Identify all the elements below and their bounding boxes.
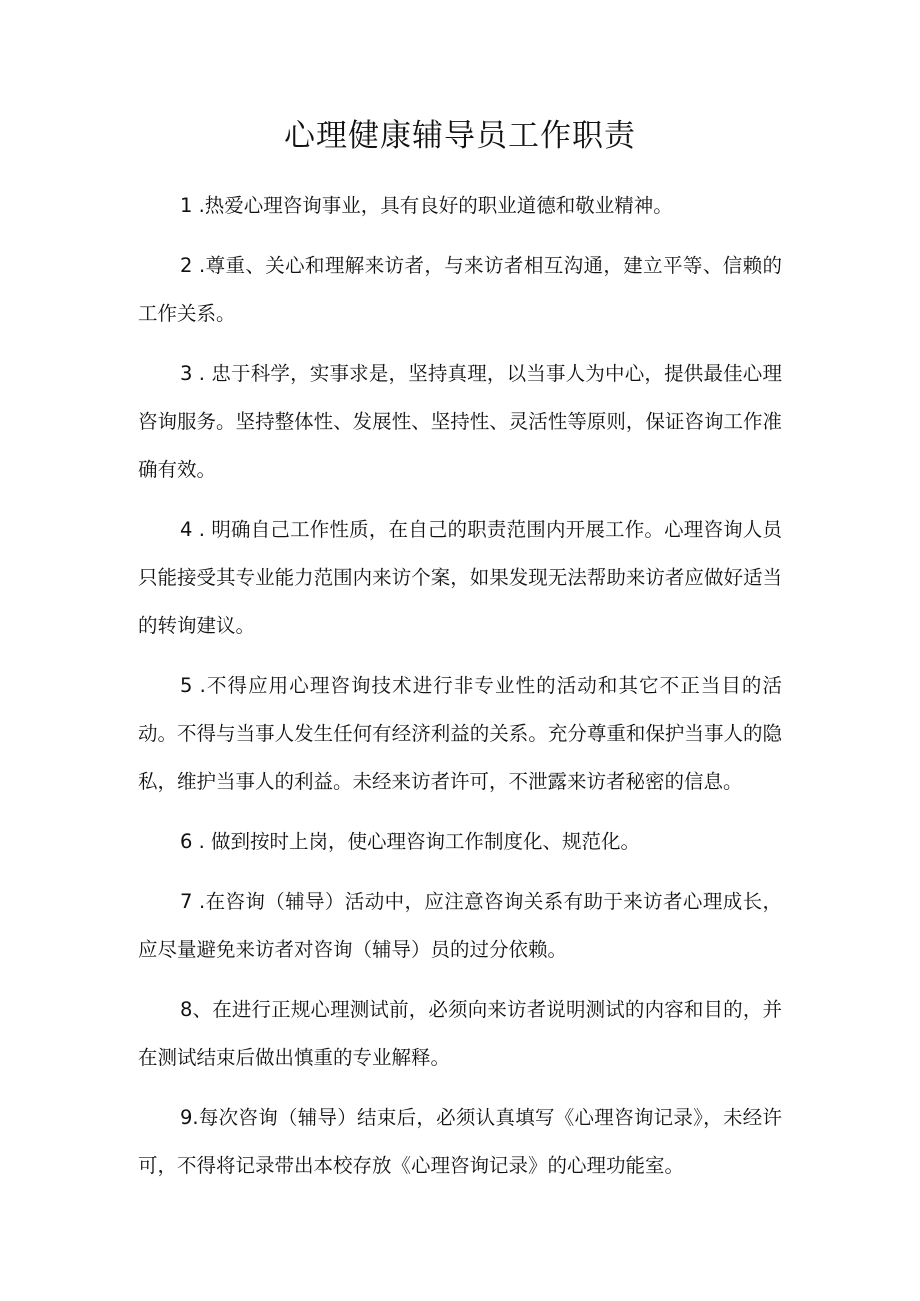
duty-item-1: 1 .热爱心理咨询事业，具有良好的职业道德和敬业精神。 [180, 194, 673, 217]
duty-item-4: 4 . 明确自己工作性质，在自己的职责范围内开展工作。心理咨询人员只能接受其专业能力范围内来访个案，如果发现无法帮助来访者应做好适当的转询建议。 [138, 518, 782, 637]
document-title: 心理健康辅导员工作职责 [284, 118, 636, 154]
duty-item-5: 5 .不得应用心理咨询技术进行非专业性的活动和其它不正当目的活动。不得与当事人发生任何有经济利益的关系。充分尊重和保护当事人的隐私，维护当事人的利益。未经来访者许可，不泄露来访者秘密的信息。 [138, 674, 782, 793]
duty-item-9: 9.每次咨询（辅导）结束后，必须认真填写《心理咨询记录》，未经许可，不得将记录带出本校存放《心理咨询记录》的心理功能室。 [138, 1106, 782, 1177]
duty-item-3: 3 . 忠于科学，实事求是，坚持真理，以当事人为中心，提供最佳心理咨询服务。坚持整体性、发展性、坚持性、灵活性等原则，保证咨询工作准确有效。 [138, 362, 782, 481]
duty-item-8: 8、在进行正规心理测试前，必须向来访者说明测试的内容和目的，并在测试结束后做出慎重的专业解释。 [138, 998, 782, 1069]
duty-item-2: 2 .尊重、关心和理解来访者，与来访者相互沟通，建立平等、信赖的工作关系。 [138, 254, 782, 325]
duty-item-7: 7 .在咨询（辅导）活动中，应注意咨询关系有助于来访者心理成长，应尽量避免来访者对咨询（辅导）员的过分依赖。 [138, 890, 782, 961]
duty-item-6: 6 . 做到按时上岗，使心理咨询工作制度化、规范化。 [180, 830, 641, 853]
